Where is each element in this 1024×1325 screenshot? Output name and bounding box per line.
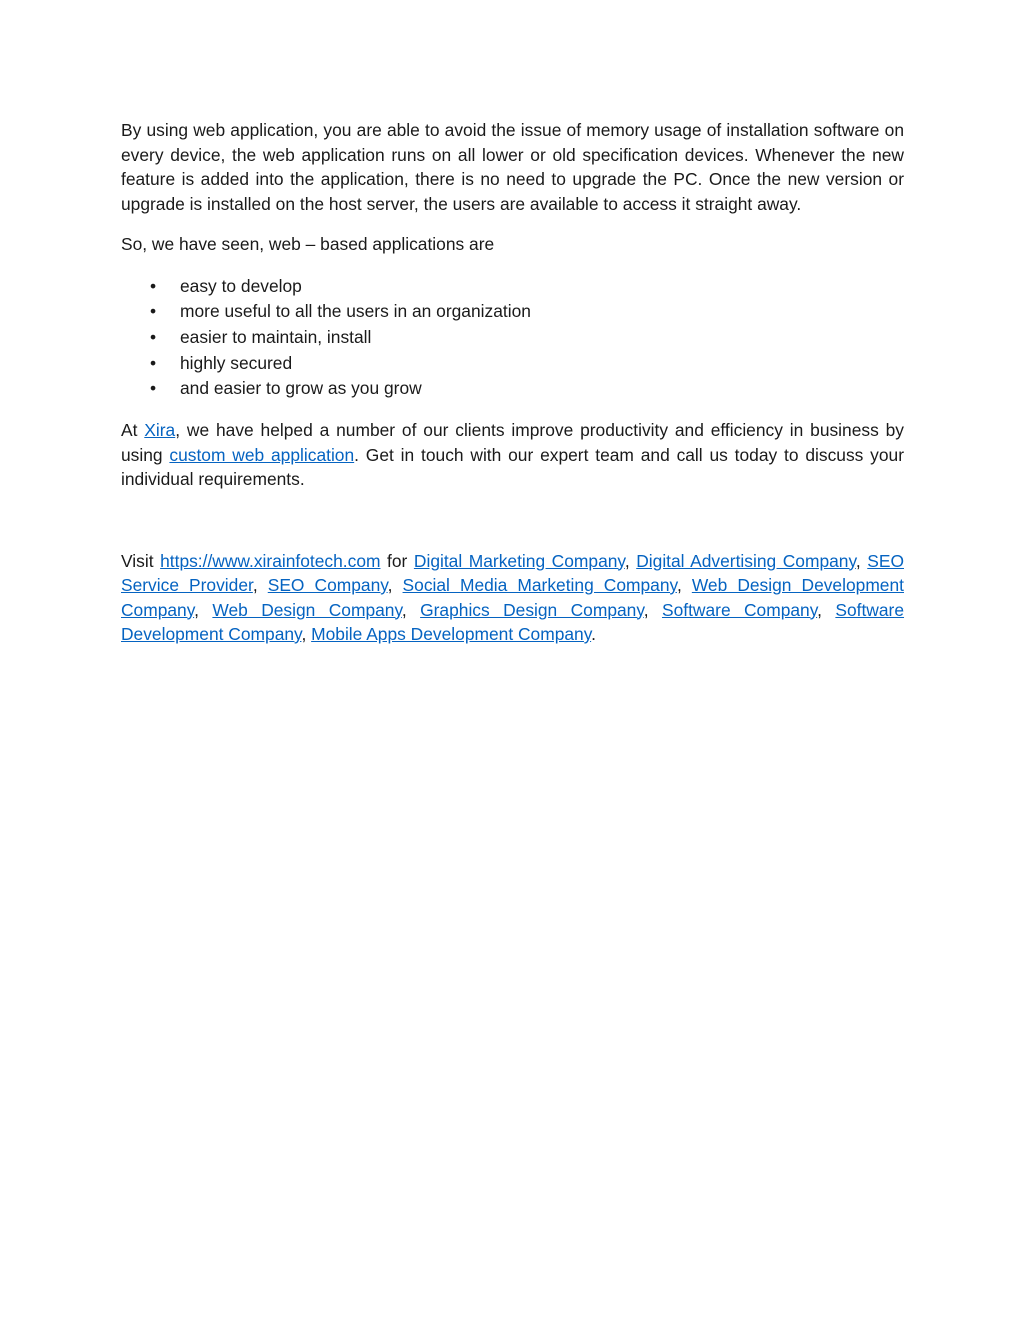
seo-company-link[interactable]: SEO Company bbox=[267, 575, 388, 596]
link-separator: , bbox=[387, 575, 403, 596]
link-separator: , bbox=[401, 599, 421, 620]
list-item bbox=[121, 325, 904, 351]
benefits-list bbox=[121, 274, 904, 403]
custom-web-application-link[interactable]: custom web application bbox=[169, 444, 355, 465]
list-item-text: highly secured bbox=[180, 352, 293, 373]
software-development-company-link[interactable]: Software Development Company bbox=[121, 599, 905, 645]
link-separator: , bbox=[301, 624, 312, 645]
seo-service-provider-link[interactable]: SEO Service Provider bbox=[121, 550, 904, 596]
web-design-company-link[interactable]: Web Design Company bbox=[212, 599, 402, 620]
link-separator: , bbox=[194, 599, 213, 620]
web-design-development-company-link[interactable]: Web Design Development Company bbox=[121, 575, 904, 620]
bullet-icon: • bbox=[150, 301, 157, 322]
link-separator: , bbox=[624, 550, 637, 571]
graphics-design-company-link[interactable]: Graphics Design Company bbox=[420, 599, 644, 620]
cta-suffix: . Get in touch with our expert team and call us today to discuss your individual requirements. bbox=[121, 444, 904, 490]
list-item-text: easier to maintain, install bbox=[180, 326, 372, 347]
cta-middle: , we have helped a number of our clients improve productivity and efficiency in business by using bbox=[121, 420, 904, 465]
list-item-text: easy to develop bbox=[180, 275, 302, 296]
link-separator: , bbox=[643, 599, 662, 620]
document-page bbox=[121, 118, 904, 647]
link-separator: , bbox=[855, 550, 868, 571]
link-separator: , bbox=[817, 599, 836, 620]
digital-advertising-company-link[interactable]: Digital Advertising Company bbox=[636, 550, 856, 571]
list-item bbox=[121, 351, 904, 377]
mobile-apps-development-company-link[interactable]: Mobile Apps Development Company bbox=[311, 624, 592, 645]
visit-for: for bbox=[380, 550, 414, 571]
intro-paragraph: By using web application, you are able to avoid the issue of memory usage of installation software on every device, the web application runs on all lower or old specification devices. Whenever the new feature is added into the application, there is no need to upgrade the PC. Once the new version or upgrade is installed on the host server, the users are available to access it straight away. bbox=[121, 120, 904, 214]
bullet-icon: • bbox=[150, 352, 157, 373]
list-item-text: and easier to grow as you grow bbox=[180, 378, 422, 399]
website-url-link[interactable]: https://www.xirainfotech.com bbox=[160, 550, 381, 571]
cta-prefix: At bbox=[121, 420, 145, 441]
visit-paragraph bbox=[121, 549, 904, 647]
list-item-text: more useful to all the users in an organization bbox=[180, 301, 531, 322]
bullet-icon: • bbox=[150, 326, 157, 347]
summary-lead: So, we have seen, web – based applications are bbox=[121, 234, 495, 254]
visit-prefix: Visit bbox=[121, 550, 161, 571]
list-item bbox=[121, 299, 904, 325]
list-item bbox=[121, 274, 904, 300]
visit-end: . bbox=[591, 624, 596, 645]
link-separator: , bbox=[252, 575, 268, 596]
bullet-icon: • bbox=[150, 275, 157, 296]
software-company-link[interactable]: Software Company bbox=[661, 599, 818, 620]
digital-marketing-company-link[interactable]: Digital Marketing Company bbox=[413, 550, 625, 571]
cta-paragraph bbox=[121, 418, 904, 492]
social-media-marketing-company-link[interactable]: Social Media Marketing Company bbox=[402, 575, 677, 596]
link-separator: , bbox=[676, 575, 692, 596]
list-item bbox=[121, 376, 904, 402]
spacer bbox=[121, 492, 904, 549]
xira-link[interactable]: Xira bbox=[144, 420, 176, 441]
bullet-icon: • bbox=[150, 378, 157, 399]
